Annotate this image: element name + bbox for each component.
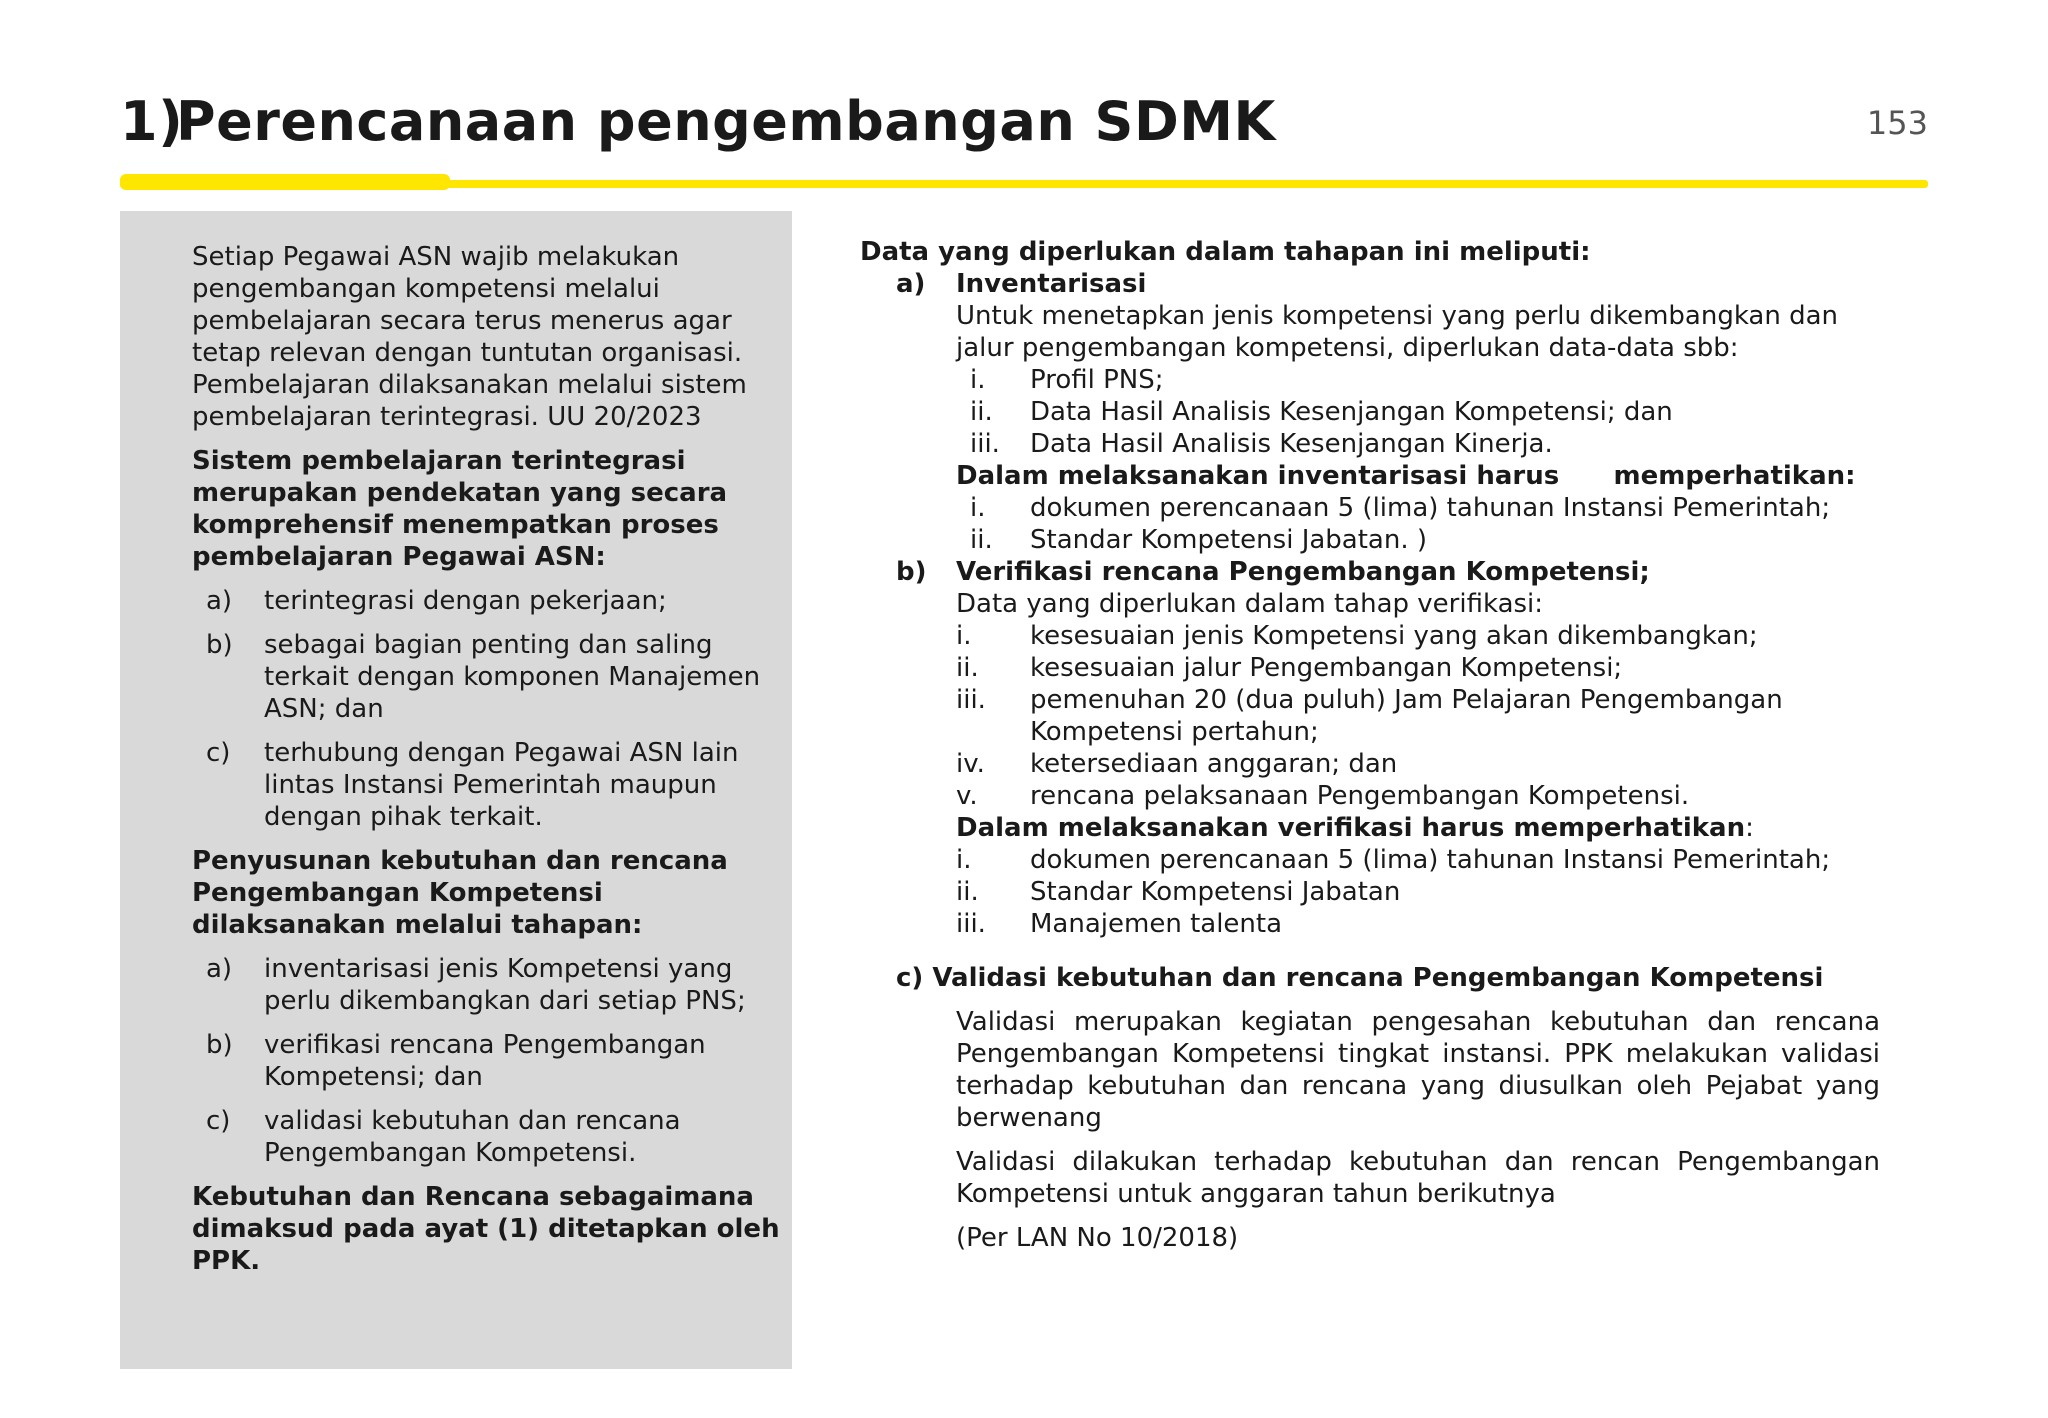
section-a-heading: a) Inventarisasi xyxy=(896,269,1147,299)
list-item: c) validasi kebutuhan dan rencana Pengembangan Kompetensi. xyxy=(206,1106,681,1168)
section-c-source: (Per LAN No 10/2018) xyxy=(956,1223,1239,1253)
list-item: ii. Standar Kompetensi Jabatan xyxy=(956,877,1401,907)
section-c-heading: c) Validasi kebutuhan dan rencana Pengembangan Kompetensi xyxy=(896,963,1824,993)
title-text: Perencanaan pengembangan SDMK xyxy=(176,90,1276,153)
list-item: a) inventarisasi jenis Kompetensi yang perlu dikembangkan dari setiap PNS; xyxy=(206,954,746,1016)
left-intro: Setiap Pegawai ASN wajib melakukan pengembangan kompetensi melalui pembelajaran secara terus menerus agar tetap relevan dengan tuntutan organisasi. Pembelajaran dilaksanakan melalui sistem pembelajaran terintegrasi. UU 20/2023 xyxy=(192,242,747,432)
title-underline-accent xyxy=(120,174,450,190)
title-number: 1) xyxy=(120,90,184,153)
section-b-desc: Data yang diperlukan dalam tahap verifikasi: xyxy=(956,589,1544,619)
section-a-attention: Dalam melaksanakan inventarisasi harus memperhatikan: xyxy=(956,461,1856,491)
list-item: i. dokumen perencanaan 5 (lima) tahunan Instansi Pemerintah; xyxy=(956,845,1831,875)
list-item: b) sebagai bagian penting dan saling terkait dengan komponen Manajemen ASN; dan xyxy=(206,630,761,724)
list-item: i. dokumen perencanaan 5 (lima) tahunan Instansi Pemerintah; xyxy=(970,493,1831,523)
list-item: c) terhubung dengan Pegawai ASN lain lintas Instansi Pemerintah maupun dengan pihak terkait. xyxy=(206,738,739,832)
list-item: v. rencana pelaksanaan Pengembangan Kompetensi. xyxy=(956,781,1690,811)
page-number: 153 xyxy=(1866,104,1928,142)
section-a-desc: Untuk menetapkan jenis kompetensi yang perlu dikembangkan dan jalur pengembangan kompetensi, diperlukan data-data sbb: xyxy=(956,301,1839,363)
left-closing: Kebutuhan dan Rencana sebagaimana dimaksud pada ayat (1) ditetapkan oleh PPK. xyxy=(192,1182,780,1276)
section-c-para-1: Validasi merupakan kegiatan pengesahan kebutuhan dan rencana Pengembangan Kompetensi tingkat instansi. PPK melakukan validasi terhadap kebutuhan dan rencana yang diusulkan oleh Pejabat yang berwenang xyxy=(956,1007,1880,1133)
list-item: iii. Manajemen talenta xyxy=(956,909,1283,939)
right-intro: Data yang diperlukan dalam tahapan ini meliputi: xyxy=(860,237,1591,267)
left-heading-1: Sistem pembelajaran terintegrasi merupakan pendekatan yang secara komprehensif menempatkan proses pembelajaran Pegawai ASN: xyxy=(192,446,728,572)
list-item: ii. Data Hasil Analisis Kesenjangan Kompetensi; dan xyxy=(970,397,1673,427)
list-item: iv. ketersediaan anggaran; dan xyxy=(956,749,1398,779)
list-item: ii. Standar Kompetensi Jabatan. ) xyxy=(970,525,1428,555)
right-column xyxy=(860,236,1880,1254)
section-c-para-2: Validasi dilakukan terhadap kebutuhan dan rencan Pengembangan Kompetensi untuk anggaran tahun berikutnya xyxy=(956,1147,1880,1209)
page-title xyxy=(120,90,1276,153)
section-b-attention: Dalam melaksanakan verifikasi harus memperhatikan: xyxy=(956,813,1754,843)
left-heading-2: Penyusunan kebutuhan dan rencana Pengembangan Kompetensi dilaksanakan melalui tahapan: xyxy=(192,846,728,940)
list-item: a) terintegrasi dengan pekerjaan; xyxy=(206,586,667,616)
section-b-heading: b) Verifikasi rencana Pengembangan Kompetensi; xyxy=(896,557,1650,587)
list-item: b) verifikasi rencana Pengembangan Kompetensi; dan xyxy=(206,1030,706,1092)
list-item: iii. Data Hasil Analisis Kesenjangan Kinerja. xyxy=(970,429,1553,459)
list-item: i. kesesuaian jenis Kompetensi yang akan dikembangkan; xyxy=(956,621,1758,651)
list-item: i. Profil PNS; xyxy=(970,365,1164,395)
list-item: ii. kesesuaian jalur Pengembangan Kompetensi; xyxy=(956,653,1623,683)
list-item: iii. pemenuhan 20 (dua puluh) Jam Pelajaran Pengembangan Kompetensi pertahun; xyxy=(956,685,1783,747)
left-panel xyxy=(120,211,792,1369)
